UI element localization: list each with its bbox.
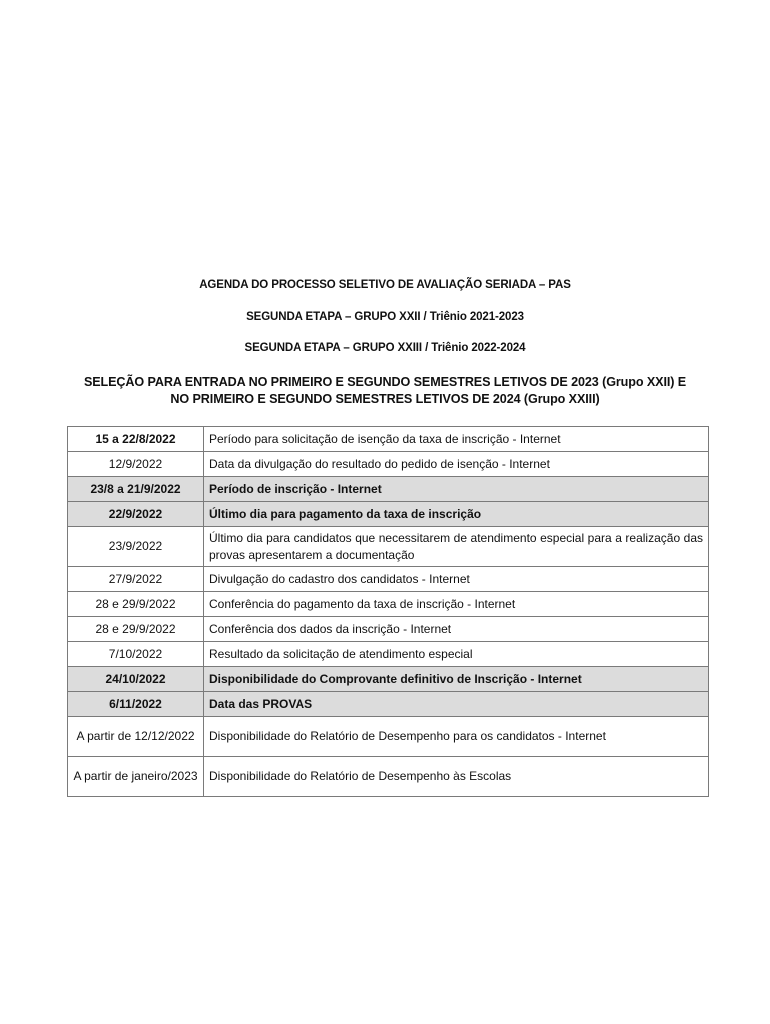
row-date: 12/9/2022 xyxy=(68,452,204,477)
row-description: Conferência do pagamento da taxa de inscrição - Internet xyxy=(204,592,709,617)
table-row xyxy=(68,692,709,717)
table-row xyxy=(68,502,709,527)
row-description: Data das PROVAS xyxy=(204,692,709,717)
row-description: Resultado da solicitação de atendimento especial xyxy=(204,642,709,667)
stage-group-xxiii: SEGUNDA ETAPA – GRUPO XXIII / Triênio 2022-2024 xyxy=(244,342,526,354)
agenda-heading: AGENDA DO PROCESSO SELETIVO DE AVALIAÇÃO SERIADA – PAS xyxy=(199,279,571,291)
selection-title-line-2: NO PRIMEIRO E SEGUNDO SEMESTRES LETIVOS DE 2024 (Grupo XXIII) xyxy=(170,392,600,406)
table-row xyxy=(68,757,709,797)
row-date: 22/9/2022 xyxy=(68,502,204,527)
row-description: Último dia para candidatos que necessitarem de atendimento especial para a realização das provas apresentarem a documentação xyxy=(204,527,709,567)
row-date: 15 a 22/8/2022 xyxy=(68,427,204,452)
row-description: Último dia para pagamento da taxa de inscrição xyxy=(204,502,709,527)
row-date: 7/10/2022 xyxy=(68,642,204,667)
row-date: A partir de janeiro/2023 xyxy=(68,757,204,797)
table-row xyxy=(68,477,709,502)
table-row xyxy=(68,592,709,617)
row-date: 24/10/2022 xyxy=(68,667,204,692)
row-description: Data da divulgação do resultado do pedido de isenção - Internet xyxy=(204,452,709,477)
stage-group-xxii: SEGUNDA ETAPA – GRUPO XXII / Triênio 2021-2023 xyxy=(246,311,524,323)
table-row xyxy=(68,427,709,452)
row-date: 23/8 a 21/9/2022 xyxy=(68,477,204,502)
row-date: 23/9/2022 xyxy=(68,527,204,567)
table-row xyxy=(68,452,709,477)
row-description: Conferência dos dados da inscrição - Internet xyxy=(204,617,709,642)
row-description: Divulgação do cadastro dos candidatos - Internet xyxy=(204,567,709,592)
selection-title xyxy=(40,374,730,408)
row-description: Período de inscrição - Internet xyxy=(204,477,709,502)
row-description: Disponibilidade do Relatório de Desempenho para os candidatos - Internet xyxy=(204,717,709,757)
row-date: 28 e 29/9/2022 xyxy=(68,617,204,642)
selection-title-line-1: SELEÇÃO PARA ENTRADA NO PRIMEIRO E SEGUNDO SEMESTRES LETIVOS DE 2023 (Grupo XXII) E xyxy=(83,375,687,389)
table-row xyxy=(68,667,709,692)
row-description: Disponibilidade do Relatório de Desempenho às Escolas xyxy=(204,757,709,797)
row-description: Disponibilidade do Comprovante definitivo de Inscrição - Internet xyxy=(204,667,709,692)
table-row xyxy=(68,567,709,592)
table-row xyxy=(68,717,709,757)
row-date: 6/11/2022 xyxy=(68,692,204,717)
row-date: A partir de 12/12/2022 xyxy=(68,717,204,757)
table-row xyxy=(68,642,709,667)
row-description: Período para solicitação de isenção da taxa de inscrição - Internet xyxy=(204,427,709,452)
row-date: 28 e 29/9/2022 xyxy=(68,592,204,617)
row-date: 27/9/2022 xyxy=(68,567,204,592)
table-row xyxy=(68,527,709,567)
table-row xyxy=(68,617,709,642)
schedule-table xyxy=(67,426,709,797)
